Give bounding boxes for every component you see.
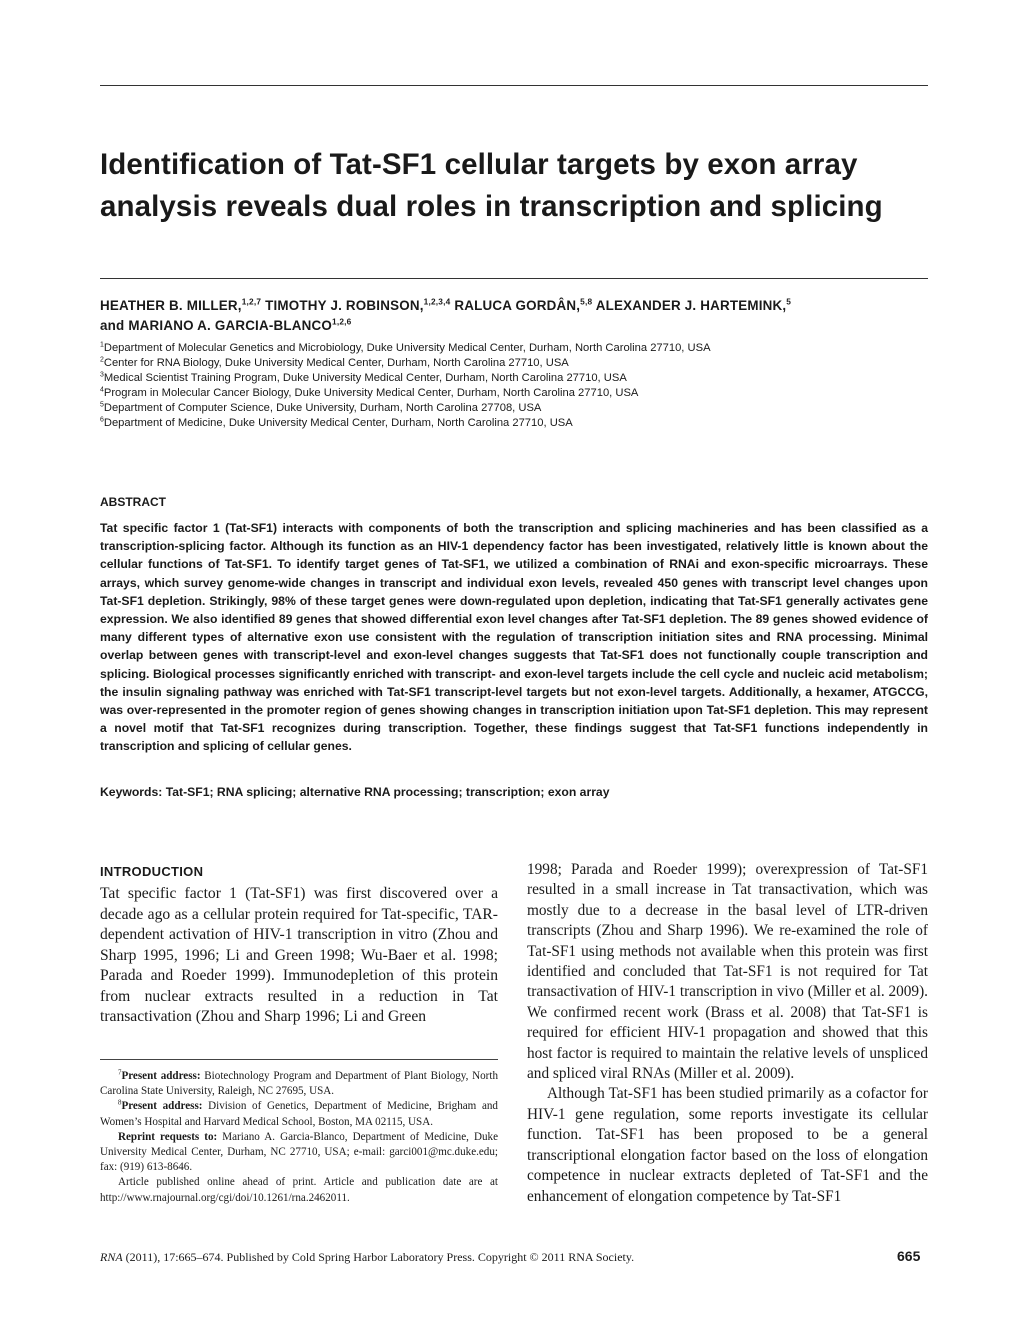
page-number: 665	[897, 1248, 921, 1264]
footnote-label: Present address:	[121, 1070, 201, 1082]
footnote-item	[100, 1175, 498, 1205]
footnote-text: Division of Genetics, Department of Medicine, Brigham and Women’s Hospital and Harvard Medical School, Boston, MA 02115, USA.	[100, 1100, 498, 1128]
author-name: ALEXANDER J. HARTEMINK,	[595, 298, 787, 313]
author-affil-marker: 1,2,3,4	[423, 296, 451, 307]
affiliation-number: 2	[100, 356, 104, 364]
affiliation-text: Department of Molecular Genetics and Microbiology, Duke University Medical Center, Durham, North Carolina 27710, USA	[103, 342, 711, 354]
affiliation-text: Department of Medicine, Duke University Medical Center, Durham, North Carolina 27710, USA	[103, 417, 573, 429]
affiliation-item	[100, 371, 930, 386]
author-affil-marker: 1,2,7	[241, 296, 262, 307]
author-affil-marker: 5,8	[580, 296, 593, 307]
abstract-heading: ABSTRACT	[100, 495, 166, 509]
affiliation-text: Medical Scientist Training Program, Duke University Medical Center, Durham, North Carolina 27710, USA	[103, 372, 627, 384]
author-affil-marker: 5	[786, 296, 792, 307]
footnote-marker: 8	[118, 1099, 122, 1107]
title-line-2: analysis reveals dual roles in transcription and splicing	[100, 190, 883, 223]
footnote-item	[100, 1069, 498, 1099]
citation-text: (2011), 17:665–674. Published by Cold Spring Harbor Laboratory Press. Copyright © 2011 RNA Society.	[122, 1250, 635, 1264]
affiliation-number: 1	[100, 341, 104, 349]
page-footer-citation	[100, 1250, 634, 1265]
introduction-heading: INTRODUCTION	[100, 864, 204, 879]
footnote-rule	[100, 1059, 498, 1060]
affiliation-number: 3	[100, 371, 104, 379]
author-line-1	[100, 296, 930, 316]
introduction-right-column	[527, 860, 928, 1207]
footnote-marker: 7	[118, 1069, 122, 1077]
affiliation-item	[100, 416, 930, 431]
footnote-item	[100, 1130, 498, 1176]
footnote-text: Mariano A. Garcia-Blanco, Department of Medicine, Duke University Medical Center, Durham, NC 27710, USA; e-mail: garci001@mc.duke.edu; fax: (919) 613-8646.	[100, 1130, 498, 1174]
affiliation-number: 6	[100, 416, 104, 424]
footnote-text: Article published online ahead of print. Article and publication date are at http://www.rnajournal.org/cgi/doi/10.1261/rna.2462011.	[100, 1176, 498, 1204]
affiliation-item	[100, 401, 930, 416]
title-line-1: Identification of Tat-SF1 cellular targets by exon array	[100, 148, 858, 181]
title-rule	[100, 278, 928, 279]
affiliation-item	[100, 341, 930, 356]
affiliation-number: 4	[100, 386, 104, 394]
affiliation-text: Department of Computer Science, Duke University, Durham, North Carolina 27708, USA	[103, 402, 542, 414]
top-rule	[100, 85, 928, 86]
footnote-label: Present address:	[121, 1100, 203, 1113]
affiliation-text: Center for RNA Biology, Duke University Medical Center, Durham, North Carolina 27710, USA	[103, 357, 569, 369]
introduction-paragraph: 1998; Parada and Roeder 1999); overexpression of Tat-SF1 resulted in a small increase in Tat transactivation, which was mostly due to a decrease in the basal level of LTR-driven transcripts (Zhou and Sharp 1996). We re-examined the role of Tat-SF1 using methods not available when this protein was first identified and concluded that Tat-SF1 is not required for Tat transactivation of HIV-1 transcription in vivo (Miller et al. 2009). We confirmed recent work (Brass et al. 2008) that Tat-SF1 is required for efficient HIV-1 propagation and showed that this host factor is required to maintain the relative levels of unspliced and spliced viral RNAs (Miller et al. 2009).	[527, 861, 928, 1083]
footnote-text: Biotechnology Program and Department of Plant Biology, North Carolina State University, Raleigh, NC 27695, USA.	[100, 1070, 498, 1098]
author-list	[100, 296, 930, 336]
author-name: TIMOTHY J. ROBINSON,	[265, 298, 424, 313]
journal-name: RNA	[100, 1250, 123, 1264]
footnotes	[100, 1069, 498, 1206]
author-name: RALUCA GORDÂN,	[454, 298, 581, 313]
author-name: HEATHER B. MILLER,	[100, 298, 242, 313]
author-line-2	[100, 316, 930, 336]
introduction-paragraph: Although Tat-SF1 has been studied primarily as a cofactor for HIV-1 gene regulation, some reports investigate its cellular function. Tat-SF1 has been proposed to be a general transcriptional elongation factor based on the loss of elongation competence in nuclear extracts depleted of Tat-SF1 and the enhancement of elongation competence by Tat-SF1	[527, 1085, 928, 1205]
article-title	[100, 144, 928, 228]
author-affil-marker: 1,2,6	[332, 316, 352, 327]
keywords: Keywords: Tat-SF1; RNA splicing; alternative RNA processing; transcription; exon array	[100, 785, 610, 799]
affiliation-item	[100, 386, 930, 401]
footnote-item	[100, 1099, 498, 1129]
footnote-label: Reprint requests to:	[118, 1130, 218, 1143]
affiliation-item	[100, 356, 930, 371]
author-name: and MARIANO A. GARCIA-BLANCO	[100, 318, 332, 333]
affiliation-list	[100, 341, 930, 431]
introduction-left-text: Tat specific factor 1 (Tat-SF1) was first discovered over a decade ago as a cellular protein required for Tat-specific, TAR-dependent activation of HIV-1 transcription in vitro (Zhou and Sharp 1995, 1996; Li and Green 1998; Wu-Baer et al. 1998; Parada and Roeder 1999). Immunodepletion of this protein from nuclear extracts resulted in a reduction in Tat transactivation (Zhou and Sharp 1996; Li and Green	[100, 885, 498, 1025]
abstract-text: Tat specific factor 1 (Tat-SF1) interacts with components of both the transcription and splicing machineries and has been classified as a transcription-splicing factor. Although its function as an HIV-1 dependency factor has been investigated, relatively little is known about the cellular functions of Tat-SF1. To identify target genes of Tat-SF1, we utilized a combination of RNAi and exon-specific microarrays. These arrays, which survey genome-wide changes in transcript and individual exon levels, revealed 450 genes with transcript level changes upon Tat-SF1 depletion. Strikingly, 98% of these target genes were down-regulated upon depletion, indicating that Tat-SF1 generally activates gene expression. We also identified 89 genes that showed differential exon level changes after Tat-SF1 depletion. The 89 genes showed evidence of many different types of alternative exon use consistent with the regulation of transcription initiation sites and RNA processing. Minimal overlap between genes with transcript-level and exon-level changes suggests that Tat-SF1 does not functionally couple transcription and splicing. Biological processes significantly enriched with transcript- and exon-level targets include the cell cycle and nucleic acid metabolism; the insulin signaling pathway was enriched with Tat-SF1 transcript-level targets but not exon-level targets. Additionally, a hexamer, ATGCCG, was over-represented in the promoter region of genes showing changes in transcription initiation upon Tat-SF1 depletion. This may represent a novel motif that Tat-SF1 recognizes during transcription. Together, these findings suggest that Tat-SF1 functions independently in transcription and splicing of cellular genes.	[100, 521, 928, 754]
affiliation-number: 5	[100, 401, 104, 409]
affiliation-text: Program in Molecular Cancer Biology, Duke University Medical Center, Durham, North Carolina 27710, USA	[103, 387, 639, 399]
